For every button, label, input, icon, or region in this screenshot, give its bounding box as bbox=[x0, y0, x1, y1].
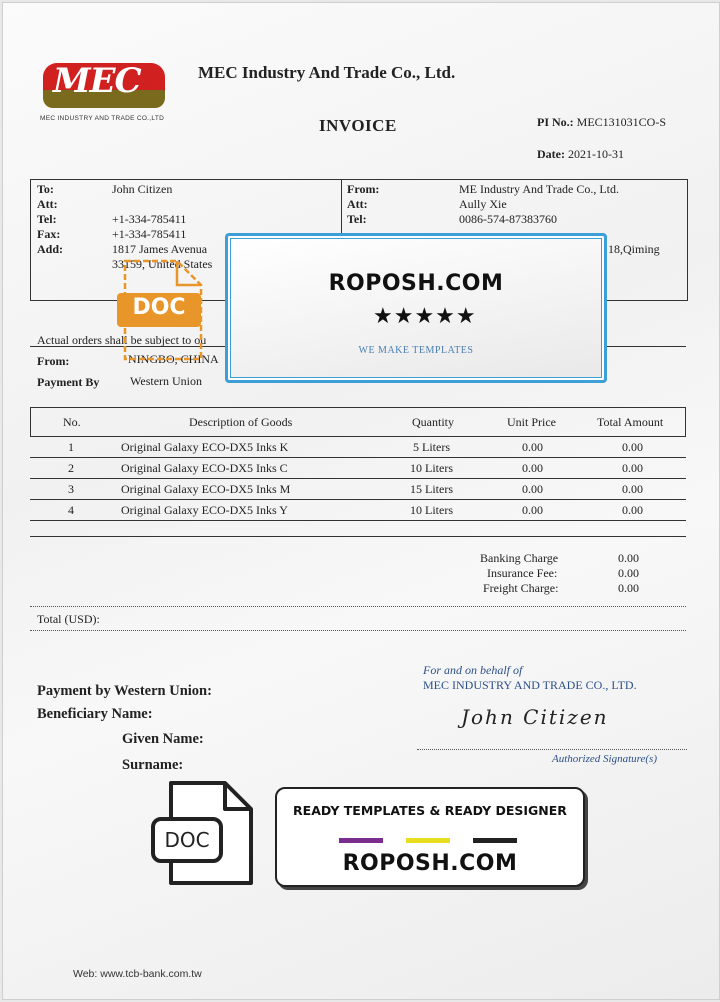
table-row bbox=[30, 500, 686, 521]
table-row bbox=[30, 458, 686, 479]
star-rating-icon: ★★★★★ bbox=[373, 303, 477, 328]
beneficiary-name-label: Beneficiary Name: bbox=[37, 706, 153, 722]
banner-title: ROPOSH.COM bbox=[342, 851, 518, 876]
to-label: To: bbox=[37, 182, 54, 196]
total-usd-label: Total (USD): bbox=[37, 612, 100, 626]
header-description: Description of Goods bbox=[189, 415, 293, 429]
footer-web: Web: www.tcb-bank.com.tw bbox=[73, 968, 202, 980]
surname-label: Surname: bbox=[122, 757, 184, 773]
to-tel-label: Tel: bbox=[37, 212, 57, 226]
roposh-banner bbox=[275, 787, 585, 887]
from-att-label: Att: bbox=[347, 197, 368, 211]
banking-charge-value: 0.00 bbox=[618, 551, 639, 565]
date-label: Date: bbox=[537, 147, 565, 161]
row-description: Original Galaxy ECO-DX5 Inks M bbox=[121, 482, 291, 496]
row-total: 0.00 bbox=[622, 461, 643, 475]
banner-bar-yellow bbox=[406, 838, 450, 843]
doc-orange-label: DOC bbox=[132, 295, 186, 320]
to-name: John Citizen bbox=[112, 182, 173, 196]
given-name-label: Given Name: bbox=[122, 731, 204, 747]
row-total: 0.00 bbox=[622, 440, 643, 454]
orders-note: Actual orders shall be subject to ou bbox=[37, 333, 207, 347]
from-att: Aully Xie bbox=[459, 197, 507, 211]
company-logo bbox=[43, 63, 165, 111]
row-no: 1 bbox=[68, 440, 74, 454]
payment-by-label: Payment By bbox=[37, 375, 100, 389]
notes-from-value: NINGBO, CHINA bbox=[128, 352, 219, 366]
signature-line bbox=[417, 749, 687, 750]
invoice-title: INVOICE bbox=[319, 116, 397, 135]
row-no: 4 bbox=[68, 503, 74, 517]
row-no: 2 bbox=[68, 461, 74, 475]
header-quantity: Quantity bbox=[412, 415, 454, 429]
row-description: Original Galaxy ECO-DX5 Inks Y bbox=[121, 503, 288, 517]
invoice-page bbox=[2, 2, 720, 1000]
payment-title: Payment by Western Union: bbox=[37, 683, 212, 699]
to-add-label: Add: bbox=[37, 242, 64, 256]
row-unit-price: 0.00 bbox=[522, 461, 543, 475]
row-quantity: 5 Liters bbox=[413, 440, 450, 454]
to-fax-label: Fax: bbox=[37, 227, 61, 241]
doc-black-label: DOC bbox=[164, 828, 210, 852]
to-address-line1: 1817 James Avenua bbox=[112, 242, 208, 256]
header-no: No. bbox=[63, 415, 81, 429]
signature: John Citizen bbox=[461, 705, 609, 729]
total-top-rule bbox=[30, 606, 686, 607]
row-description: Original Galaxy ECO-DX5 Inks K bbox=[121, 440, 289, 454]
payment-by-value: Western Union bbox=[130, 374, 203, 388]
banking-charge-label: Banking Charge bbox=[480, 551, 559, 565]
from-tel: 0086-574-87383760 bbox=[459, 212, 557, 226]
row-quantity: 10 Liters bbox=[410, 503, 453, 517]
logo-text: MEC bbox=[53, 61, 141, 101]
from-company: ME Industry And Trade Co., Ltd. bbox=[459, 182, 620, 196]
doc-file-icon-black bbox=[151, 779, 255, 887]
banner-bar-purple bbox=[339, 838, 383, 843]
on-behalf-label: For and on behalf of bbox=[423, 663, 523, 677]
pi-label: PI No.: bbox=[537, 115, 574, 129]
total-bottom-rule bbox=[30, 630, 686, 631]
row-quantity: 10 Liters bbox=[410, 461, 453, 475]
watermark-title: ROPOSH.COM bbox=[328, 271, 504, 296]
to-att-label: Att: bbox=[37, 197, 58, 211]
row-total: 0.00 bbox=[622, 482, 643, 496]
doc-file-icon-orange bbox=[115, 259, 205, 363]
table-row bbox=[30, 479, 686, 500]
from-tel-label: Tel: bbox=[347, 212, 367, 226]
row-description: Original Galaxy ECO-DX5 Inks C bbox=[121, 461, 288, 475]
notes-from-label: From: bbox=[37, 354, 70, 368]
roposh-watermark bbox=[225, 233, 607, 383]
table-header bbox=[30, 407, 686, 437]
to-fax: +1-334-785411 bbox=[112, 227, 187, 241]
goods-table bbox=[30, 407, 686, 521]
on-behalf-company: MEC INDUSTRY AND TRADE CO., LTD. bbox=[423, 678, 637, 692]
pi-number bbox=[537, 115, 666, 130]
from-address-fragment: 18,Qiming bbox=[608, 242, 660, 256]
company-name: MEC Industry And Trade Co., Ltd. bbox=[198, 63, 456, 82]
from-label: From: bbox=[347, 182, 380, 196]
date-value: 2021-10-31 bbox=[567, 147, 624, 161]
row-quantity: 15 Liters bbox=[410, 482, 453, 496]
invoice-date bbox=[537, 147, 624, 162]
banner-bar-black bbox=[473, 838, 517, 843]
banner-tagline: READY TEMPLATES & READY DESIGNER bbox=[293, 803, 567, 818]
insurance-fee-label: Insurance Fee: bbox=[487, 566, 558, 580]
pi-value: MEC131031CO-S bbox=[576, 115, 667, 129]
freight-charge-label: Freight Charge: bbox=[483, 581, 559, 595]
insurance-fee-value: 0.00 bbox=[618, 566, 639, 580]
to-tel: +1-334-785411 bbox=[112, 212, 187, 226]
row-unit-price: 0.00 bbox=[522, 503, 543, 517]
row-unit-price: 0.00 bbox=[522, 482, 543, 496]
row-total: 0.00 bbox=[622, 503, 643, 517]
logo-subtitle: MEC INDUSTRY AND TRADE CO.,LTD bbox=[40, 115, 165, 122]
table-bottom-rule bbox=[30, 536, 686, 537]
watermark-tagline: WE MAKE TEMPLATES bbox=[358, 345, 474, 356]
row-no: 3 bbox=[68, 482, 74, 496]
authorized-signature-label: Authorized Signature(s) bbox=[552, 753, 657, 765]
table-row bbox=[30, 437, 686, 458]
to-address-line2: 33159, United States bbox=[112, 257, 213, 271]
freight-charge-value: 0.00 bbox=[618, 581, 639, 595]
row-unit-price: 0.00 bbox=[522, 440, 543, 454]
header-total-amount: Total Amount bbox=[597, 415, 664, 429]
header-unit-price: Unit Price bbox=[507, 415, 556, 429]
